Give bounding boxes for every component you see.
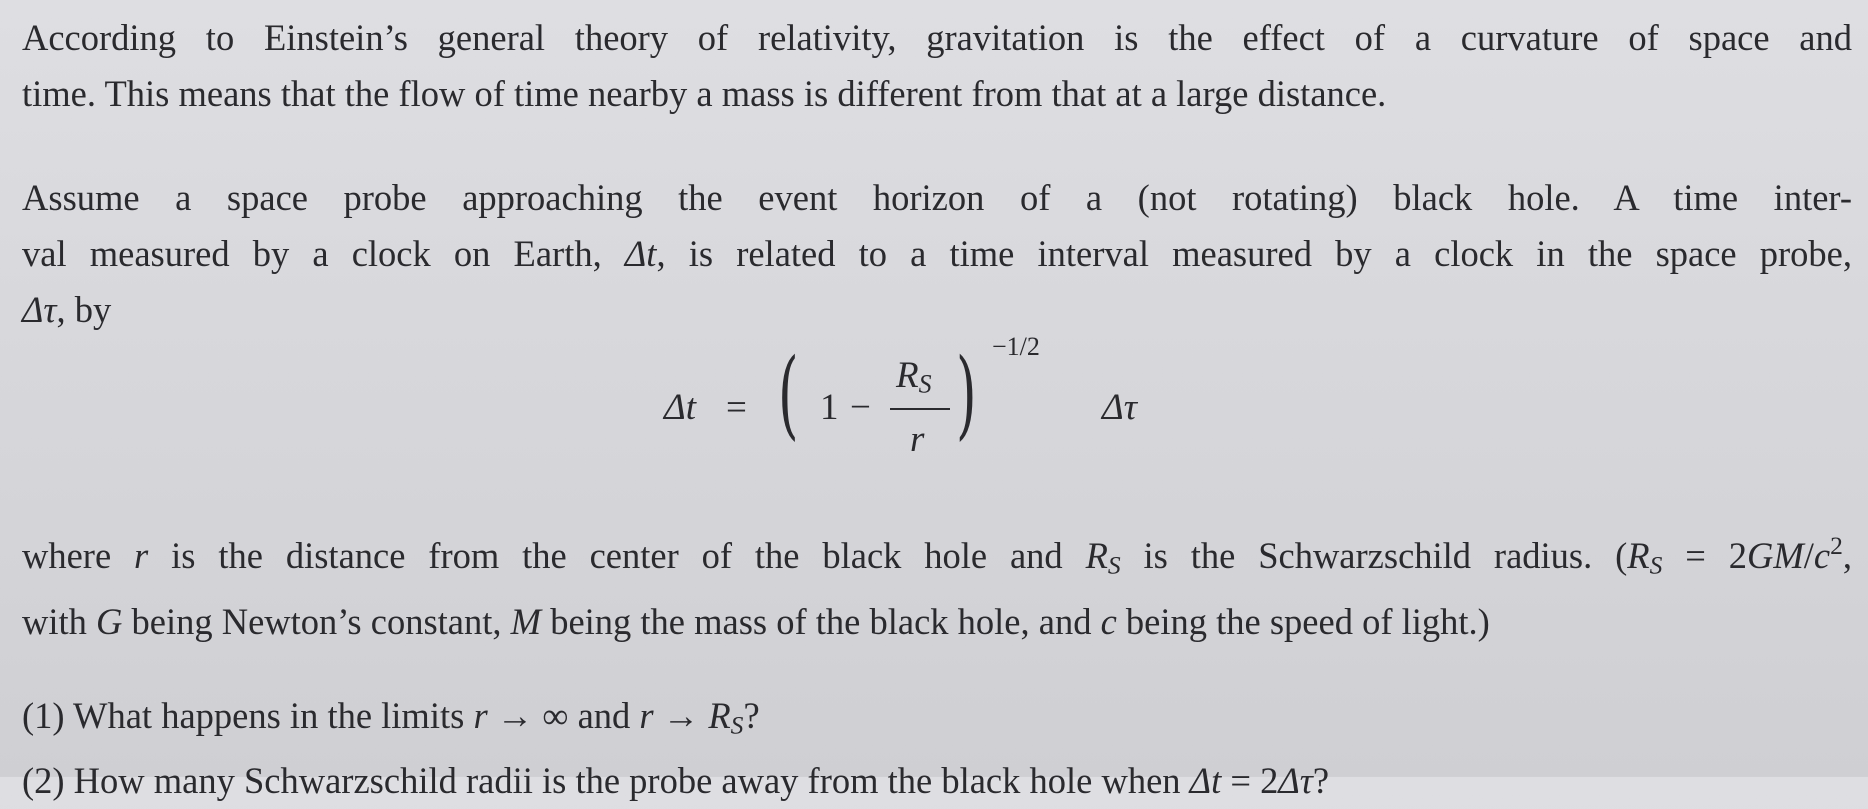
problem-page (22, 10, 1852, 809)
setup-paragraph (22, 170, 1852, 338)
definitions-paragraph (22, 518, 1852, 650)
equation-rhs: Δτ (1102, 387, 1137, 428)
question-2: (2) How many Schwarzschild radii is the probe away from the black hole when Δt = 2Δτ? (22, 760, 1330, 802)
definitions-line-2: with G being Newton’s constant, M being the mass of the black hole, and c being the speed of light.) (22, 600, 1490, 642)
equation-one: 1 (820, 387, 839, 428)
time-dilation-equation (22, 332, 1852, 488)
questions-list (22, 688, 1852, 809)
fraction-bar (890, 408, 950, 410)
equation-lhs: Δt (664, 387, 696, 428)
fraction-denominator: r (910, 419, 925, 460)
fraction-numerator: $R_S$ (896, 355, 932, 399)
delta-tau-symbol: Δτ (22, 289, 57, 330)
setup-line-3: Δτ, by (22, 289, 112, 330)
right-paren: ) (956, 338, 977, 450)
intro-line-2: time. This means that the flow of time nearby a mass is different from that at a large distance. (22, 73, 1387, 114)
definitions-line-1: where r is the distance from the center of the black hole and $R_S$ is the Schwarzschild radius. ($R_S = 2GM/c^2$, (22, 531, 1852, 580)
equation-equals: = (726, 387, 747, 428)
setup-line-1: Assume a space probe approaching the event horizon of a (not rotating) black hole. A time inter- (22, 177, 1852, 218)
intro-line-1: According to Einstein’s general theory of relativity, gravitation is the effect of a curvature of space and (22, 17, 1852, 58)
equation-exponent: −1/2 (992, 332, 1040, 361)
intro-paragraph (22, 10, 1852, 122)
delta-t-symbol: Δt (624, 233, 657, 274)
question-1: (1) What happens in the limits r → ∞ and $r \to R_S$? (22, 694, 760, 740)
left-paren: ( (778, 338, 799, 450)
equation-minus: − (850, 387, 871, 428)
setup-line-2: val measured by a clock on Earth, Δt, is related to a time interval measured by a clock in the space probe, (22, 233, 1852, 274)
